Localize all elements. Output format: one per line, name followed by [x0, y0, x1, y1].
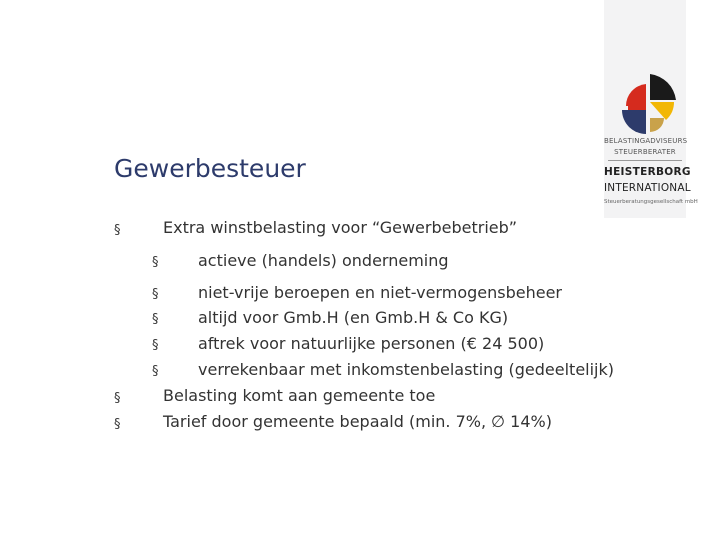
list-item: niet-vrije beroepen en niet-vermogensbeheer [198, 283, 562, 302]
list-item: verrekenbaar met inkomstenbelasting (gedeeltelijk) [198, 360, 615, 379]
slide-title: Gewerbesteuer [114, 154, 306, 183]
logo-tagline-1: BELASTINGADVISEURS [604, 137, 688, 145]
list-item: Extra winstbelasting voor “Gewerbebetrieb” [163, 218, 518, 237]
logo-divider [608, 160, 682, 161]
logo-company-name-2: INTERNATIONAL [604, 182, 691, 194]
logo-company-name: HEISTERBORG [604, 166, 691, 178]
bullet-icon: § [152, 287, 159, 302]
company-logo [604, 0, 698, 218]
bullet-icon: § [114, 223, 121, 238]
logo-mark-icon [618, 72, 678, 136]
bullet-icon: § [152, 255, 159, 270]
list-item: aftrek voor natuurlijke personen (€ 24 500) [198, 334, 545, 353]
logo-subtitle: Steuerberatungsgesellschaft mbH [604, 199, 698, 205]
bullet-icon: § [152, 312, 159, 327]
list-item: altijd voor Gmb.H (en Gmb.H & Co KG) [198, 308, 509, 327]
bullet-icon: § [114, 391, 121, 406]
bullet-icon: § [152, 364, 159, 379]
logo-tagline-2: STEUERBERATER [614, 148, 676, 156]
list-item: Tarief door gemeente bepaald (min. 7%, ∅ 14%) [163, 412, 552, 431]
list-item: actieve (handels) onderneming [198, 251, 449, 270]
list-item: Belasting komt aan gemeente toe [163, 386, 436, 405]
bullet-icon: § [152, 338, 159, 353]
bullet-icon: § [114, 417, 121, 432]
